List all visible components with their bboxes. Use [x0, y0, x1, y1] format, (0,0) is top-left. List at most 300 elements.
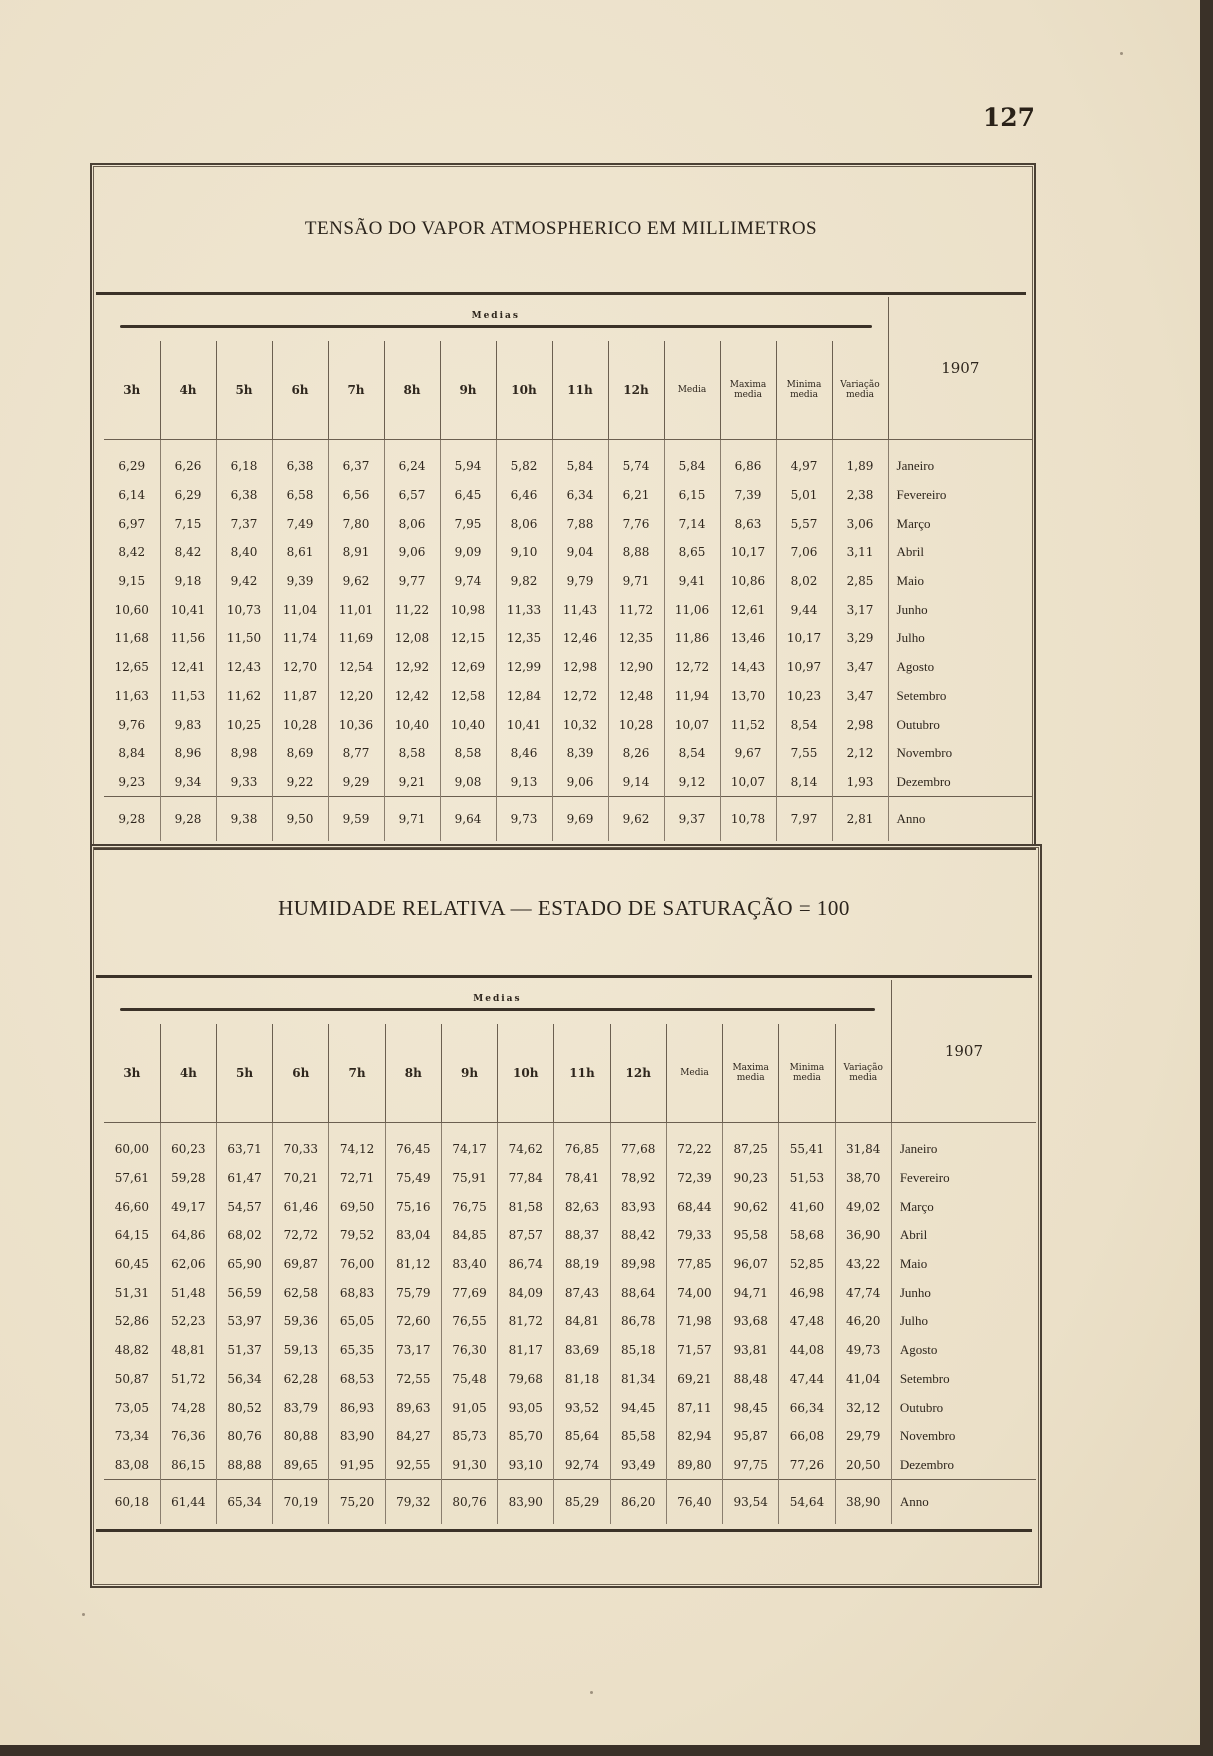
table-cell: 2,38	[832, 481, 888, 510]
table-cell: 8,96	[160, 739, 216, 768]
table-cell: 52,23	[160, 1307, 216, 1336]
medias-bracket-rule	[120, 325, 872, 328]
table-cell: 5,57	[776, 509, 832, 538]
table-cell: 9,64	[440, 797, 496, 842]
table-cell: 77,26	[779, 1451, 835, 1480]
table-cell: 10,40	[440, 710, 496, 739]
table-cell: 9,62	[328, 567, 384, 596]
column-header: 5h	[216, 1024, 272, 1123]
table-cell: 72,22	[666, 1123, 722, 1164]
table-cell: 10,41	[160, 595, 216, 624]
table-cell: 10,98	[440, 595, 496, 624]
month-label: Maio	[888, 567, 1032, 596]
table-cell: 10,40	[384, 710, 440, 739]
table-cell: 74,00	[666, 1278, 722, 1307]
month-label: Junho	[891, 1278, 1036, 1307]
column-header: 4h	[160, 341, 216, 440]
table-cell: 75,49	[385, 1164, 441, 1193]
table-cell: 92,55	[385, 1451, 441, 1480]
table-cell: 75,20	[329, 1480, 385, 1525]
table-row	[104, 1307, 1036, 1336]
table-cell: 74,12	[329, 1123, 385, 1164]
medias-header	[104, 297, 888, 341]
table-cell: 9,73	[496, 797, 552, 842]
table-cell: 10,41	[496, 710, 552, 739]
table-cell: 6,86	[720, 440, 776, 481]
table-cell: 12,41	[160, 653, 216, 682]
table-cell: 9,50	[272, 797, 328, 842]
vapor-table-title: TENSÃO DO VAPOR ATMOSPHERICO EM MILLIMETROS	[304, 218, 818, 239]
table-cell: 59,13	[273, 1336, 329, 1365]
table-cell: 9,37	[664, 797, 720, 842]
table-cell: 9,39	[272, 567, 328, 596]
table-cell: 9,18	[160, 567, 216, 596]
table-cell: 8,58	[384, 739, 440, 768]
table-cell: 94,71	[723, 1278, 779, 1307]
table-cell: 60,45	[114, 1257, 150, 1272]
table-cell: 93,81	[723, 1336, 779, 1365]
table-cell: 9,42	[216, 567, 272, 596]
table-cell: 12,43	[216, 653, 272, 682]
table-cell: 51,53	[779, 1164, 835, 1193]
column-header: 12h	[610, 1024, 666, 1123]
table-row	[104, 1451, 1036, 1480]
table-cell: 68,53	[329, 1365, 385, 1394]
table-cell: 6,21	[608, 481, 664, 510]
table-cell: 62,58	[273, 1278, 329, 1307]
table-cell: 6,37	[328, 440, 384, 481]
table-cell: 11,06	[664, 595, 720, 624]
table-cell: 9,15	[118, 574, 146, 589]
month-label: Março	[891, 1192, 1036, 1221]
table-cell: 83,79	[273, 1393, 329, 1422]
table-cell: 82,94	[666, 1422, 722, 1451]
table-cell: 9,28	[104, 797, 160, 842]
table-cell: 44,08	[779, 1336, 835, 1365]
table-cell: 8,98	[216, 739, 272, 768]
table-cell: 76,30	[441, 1336, 497, 1365]
table-cell: 80,76	[216, 1422, 272, 1451]
table-cell: 9,82	[496, 567, 552, 596]
table-cell: 88,42	[610, 1221, 666, 1250]
table-cell: 91,30	[441, 1451, 497, 1480]
medias-label: Medias	[473, 993, 522, 1004]
table-cell: 93,05	[498, 1393, 554, 1422]
table-cell: 83,90	[329, 1422, 385, 1451]
table-cell: 10,86	[720, 567, 776, 596]
table-cell: 8,61	[272, 538, 328, 567]
table-cell: 11,43	[552, 595, 608, 624]
table-cell: 75,79	[385, 1278, 441, 1307]
month-label: Novembro	[891, 1422, 1036, 1451]
table-cell: 6,97	[118, 516, 146, 531]
table-cell: 46,20	[835, 1307, 891, 1336]
page-number: 127	[982, 103, 1035, 132]
table-cell: 1,89	[832, 440, 888, 481]
table-cell: 2,85	[832, 567, 888, 596]
table-cell: 11,74	[272, 624, 328, 653]
table-cell: 7,15	[160, 509, 216, 538]
table-cell: 50,87	[114, 1371, 150, 1386]
table-cell: 6,38	[272, 440, 328, 481]
table-cell: 6,18	[216, 440, 272, 481]
table-cell: 6,38	[216, 481, 272, 510]
table-cell: 61,47	[216, 1164, 272, 1193]
table-cell: 12,08	[384, 624, 440, 653]
table-cell: 56,59	[216, 1278, 272, 1307]
table-cell: 75,16	[385, 1192, 441, 1221]
table-cell: 86,74	[498, 1250, 554, 1279]
table-cell: 3,06	[832, 509, 888, 538]
table-cell: 11,33	[496, 595, 552, 624]
table-cell: 85,64	[554, 1422, 610, 1451]
table-cell: 93,52	[554, 1393, 610, 1422]
rule	[96, 975, 1032, 978]
table-cell: 29,79	[835, 1422, 891, 1451]
table-cell: 52,85	[779, 1250, 835, 1279]
table-cell: 85,73	[441, 1422, 497, 1451]
rule	[96, 292, 1026, 295]
table-cell: 77,84	[498, 1164, 554, 1193]
table-row	[104, 1164, 1036, 1193]
table-cell: 8,14	[776, 768, 832, 797]
table-cell: 57,61	[114, 1171, 150, 1186]
table-cell: 6,14	[118, 488, 146, 503]
table-cell: 5,01	[776, 481, 832, 510]
table-cell: 81,72	[498, 1307, 554, 1336]
table-cell: 94,45	[610, 1393, 666, 1422]
month-label: Março	[888, 509, 1032, 538]
table-cell: 11,50	[216, 624, 272, 653]
table-cell: 8,88	[608, 538, 664, 567]
table-cell: 87,25	[723, 1123, 779, 1164]
table-cell: 60,18	[104, 1480, 160, 1525]
table-cell: 51,31	[114, 1285, 150, 1300]
table-cell: 84,85	[441, 1221, 497, 1250]
column-header: 9h	[440, 341, 496, 440]
table-cell: 51,72	[160, 1365, 216, 1394]
table-cell: 69,50	[329, 1192, 385, 1221]
table-cell: 54,64	[779, 1480, 835, 1525]
table-cell: 87,11	[666, 1393, 722, 1422]
column-header: 3h	[104, 341, 160, 440]
table-cell: 7,97	[776, 797, 832, 842]
table-cell: 9,12	[664, 768, 720, 797]
table-cell: 9,08	[440, 768, 496, 797]
table-cell: 90,23	[723, 1164, 779, 1193]
table-cell: 88,19	[554, 1250, 610, 1279]
table-cell: 8,40	[216, 538, 272, 567]
table-cell: 8,39	[552, 739, 608, 768]
table-cell: 79,32	[385, 1480, 441, 1525]
table-cell: 81,17	[498, 1336, 554, 1365]
table-cell: 58,68	[779, 1221, 835, 1250]
table-row	[104, 1123, 1036, 1164]
table-cell: 10,07	[664, 710, 720, 739]
table-cell: 9,13	[496, 768, 552, 797]
table-row	[104, 653, 1032, 682]
year-header: 1907	[888, 297, 1032, 440]
table-cell: 11,52	[720, 710, 776, 739]
table-cell: 12,20	[328, 682, 384, 711]
month-label: Dezembro	[891, 1451, 1036, 1480]
table-cell: 84,81	[554, 1307, 610, 1336]
table-cell: 9,83	[160, 710, 216, 739]
table-cell: 80,88	[273, 1422, 329, 1451]
table-cell: 88,37	[554, 1221, 610, 1250]
table-cell: 77,85	[666, 1250, 722, 1279]
table-cell: 11,63	[114, 688, 149, 703]
table-cell: 9,71	[608, 567, 664, 596]
table-cell: 64,86	[160, 1221, 216, 1250]
table-cell: 6,26	[160, 440, 216, 481]
table-cell: 10,17	[776, 624, 832, 653]
table-cell: 12,42	[384, 682, 440, 711]
table-cell: 84,27	[385, 1422, 441, 1451]
table-cell: 41,04	[835, 1365, 891, 1394]
table-cell: 85,18	[610, 1336, 666, 1365]
table-cell: 78,41	[554, 1164, 610, 1193]
column-header: Minima media	[776, 341, 832, 440]
table-cell: 47,48	[779, 1307, 835, 1336]
rule	[96, 1529, 1032, 1532]
table-cell: 10,28	[272, 710, 328, 739]
table-cell: 47,74	[835, 1278, 891, 1307]
table-cell: 77,68	[610, 1123, 666, 1164]
table-cell: 85,29	[554, 1480, 610, 1525]
table-cell: 8,42	[118, 545, 146, 560]
table-cell: 96,07	[723, 1250, 779, 1279]
column-header: 4h	[160, 1024, 216, 1123]
table-cell: 9,23	[118, 774, 146, 789]
table-cell: 9,06	[384, 538, 440, 567]
column-header: 5h	[216, 341, 272, 440]
table-cell: 83,08	[114, 1457, 150, 1472]
table-cell: 3,29	[832, 624, 888, 653]
table-cell: 74,62	[498, 1123, 554, 1164]
table-cell: 8,54	[776, 710, 832, 739]
table-row	[104, 682, 1032, 711]
table-cell: 76,45	[385, 1123, 441, 1164]
table-cell: 54,57	[216, 1192, 272, 1221]
table-cell: 75,48	[441, 1365, 497, 1394]
table-cell: 12,65	[114, 660, 149, 675]
table-row	[104, 440, 1032, 481]
table-row	[104, 481, 1032, 510]
table-cell: 87,57	[498, 1221, 554, 1250]
table-cell: 9,06	[552, 768, 608, 797]
column-header: Variação media	[835, 1024, 891, 1123]
table-cell: 12,35	[608, 624, 664, 653]
table-cell: 41,60	[779, 1192, 835, 1221]
table-cell: 70,21	[273, 1164, 329, 1193]
table-cell: 59,28	[160, 1164, 216, 1193]
table-cell: 10,36	[328, 710, 384, 739]
table-cell: 6,46	[496, 481, 552, 510]
month-label: Dezembro	[888, 768, 1032, 797]
table-cell: 7,06	[776, 538, 832, 567]
table-cell: 38,70	[835, 1164, 891, 1193]
table-row	[104, 1393, 1036, 1422]
table-cell: 84,09	[498, 1278, 554, 1307]
table-cell: 66,34	[779, 1393, 835, 1422]
table-cell: 11,68	[114, 631, 149, 646]
table-cell: 72,71	[329, 1164, 385, 1193]
month-label: Outubro	[891, 1393, 1036, 1422]
table-cell: 76,36	[160, 1422, 216, 1451]
table-cell: 74,17	[441, 1123, 497, 1164]
table-cell: 49,02	[835, 1192, 891, 1221]
table-row	[104, 1365, 1036, 1394]
table-cell: 8,65	[664, 538, 720, 567]
table-cell: 3,11	[832, 538, 888, 567]
table-cell: 11,69	[328, 624, 384, 653]
table-cell: 85,70	[498, 1422, 554, 1451]
table-cell: 77,69	[441, 1278, 497, 1307]
month-label: Fevereiro	[891, 1164, 1036, 1193]
table-cell: 12,92	[384, 653, 440, 682]
table-row	[104, 1278, 1036, 1307]
table-cell: 11,87	[272, 682, 328, 711]
table-cell: 11,01	[328, 595, 384, 624]
table-cell: 9,79	[552, 567, 608, 596]
table-cell: 38,90	[835, 1480, 891, 1525]
table-cell: 5,94	[440, 440, 496, 481]
table-cell: 88,64	[610, 1278, 666, 1307]
column-header: 10h	[496, 341, 552, 440]
table-cell: 4,97	[776, 440, 832, 481]
table-cell: 9,44	[776, 595, 832, 624]
table-cell: 79,52	[329, 1221, 385, 1250]
table-cell: 10,78	[720, 797, 776, 842]
annual-label: Anno	[891, 1480, 1036, 1525]
table-cell: 69,87	[273, 1250, 329, 1279]
table-cell: 11,04	[272, 595, 328, 624]
table-row	[104, 595, 1032, 624]
table-cell: 68,02	[216, 1221, 272, 1250]
table-cell: 6,15	[664, 481, 720, 510]
paper-speck	[590, 1691, 593, 1694]
month-label: Julho	[891, 1307, 1036, 1336]
table-cell: 88,48	[723, 1365, 779, 1394]
relative-humidity-table	[104, 980, 1036, 1524]
table-cell: 32,12	[835, 1393, 891, 1422]
table-cell: 6,29	[118, 459, 146, 474]
table-row	[104, 1192, 1036, 1221]
table-cell: 65,05	[329, 1307, 385, 1336]
table-cell: 46,98	[779, 1278, 835, 1307]
table-cell: 8,58	[440, 739, 496, 768]
table-cell: 8,42	[160, 538, 216, 567]
table-cell: 9,04	[552, 538, 608, 567]
table-cell: 9,29	[328, 768, 384, 797]
table-cell: 7,76	[608, 509, 664, 538]
table-cell: 89,80	[666, 1451, 722, 1480]
table-cell: 8,06	[384, 509, 440, 538]
column-header: 11h	[552, 341, 608, 440]
year-header: 1907	[891, 980, 1036, 1123]
table-cell: 60,23	[160, 1123, 216, 1164]
table-cell: 9,09	[440, 538, 496, 567]
table-cell: 51,37	[216, 1336, 272, 1365]
table-cell: 7,39	[720, 481, 776, 510]
table-cell: 6,45	[440, 481, 496, 510]
table-cell: 86,15	[160, 1451, 216, 1480]
table-cell: 80,76	[441, 1480, 497, 1525]
table-cell: 12,61	[720, 595, 776, 624]
table-row	[104, 567, 1032, 596]
table-cell: 87,43	[554, 1278, 610, 1307]
table-cell: 46,60	[114, 1199, 150, 1214]
table-cell: 12,70	[272, 653, 328, 682]
month-label: Fevereiro	[888, 481, 1032, 510]
table-cell: 89,65	[273, 1451, 329, 1480]
column-header: Media	[664, 341, 720, 440]
table-cell: 3,17	[832, 595, 888, 624]
table-cell: 3,47	[832, 682, 888, 711]
table-row	[104, 739, 1032, 768]
table-cell: 12,35	[496, 624, 552, 653]
table-cell: 6,29	[160, 481, 216, 510]
table-cell: 91,95	[329, 1451, 385, 1480]
month-label: Junho	[888, 595, 1032, 624]
month-label: Agosto	[888, 653, 1032, 682]
humidity-table-title: HUMIDADE RELATIVA — ESTADO DE SATURAÇÃO = 100	[278, 896, 850, 920]
table-cell: 78,92	[610, 1164, 666, 1193]
table-cell: 11,86	[664, 624, 720, 653]
table-cell: 9,71	[384, 797, 440, 842]
table-cell: 9,67	[720, 739, 776, 768]
table-cell: 8,26	[608, 739, 664, 768]
table-cell: 47,44	[779, 1365, 835, 1394]
table-cell: 93,49	[610, 1451, 666, 1480]
table-cell: 80,52	[216, 1393, 272, 1422]
vapor-tension-table	[104, 297, 1032, 841]
table-cell: 61,46	[273, 1192, 329, 1221]
table-cell: 79,68	[498, 1365, 554, 1394]
medias-header	[104, 980, 891, 1024]
table-cell: 11,22	[384, 595, 440, 624]
table-cell: 31,84	[835, 1123, 891, 1164]
table-cell: 62,06	[160, 1250, 216, 1279]
table-cell: 6,56	[328, 481, 384, 510]
table-cell: 88,88	[216, 1451, 272, 1480]
table-cell: 83,04	[385, 1221, 441, 1250]
table-cell: 7,49	[272, 509, 328, 538]
table-cell: 76,00	[329, 1250, 385, 1279]
table-cell: 9,38	[216, 797, 272, 842]
table-cell: 1,93	[832, 768, 888, 797]
table-cell: 3,47	[832, 653, 888, 682]
table-cell: 95,87	[723, 1422, 779, 1451]
table-cell: 71,57	[666, 1336, 722, 1365]
table-cell: 93,54	[723, 1480, 779, 1525]
table-cell: 9,77	[384, 567, 440, 596]
table-cell: 48,81	[160, 1336, 216, 1365]
paper-speck	[1120, 52, 1123, 55]
column-header: 12h	[608, 341, 664, 440]
column-header: 6h	[272, 341, 328, 440]
table-cell: 71,98	[666, 1307, 722, 1336]
table-row	[104, 509, 1032, 538]
table-cell: 68,83	[329, 1278, 385, 1307]
table-cell: 5,84	[664, 440, 720, 481]
table-cell: 11,62	[216, 682, 272, 711]
table-cell: 53,97	[216, 1307, 272, 1336]
table-cell: 89,98	[610, 1250, 666, 1279]
table-cell: 72,39	[666, 1164, 722, 1193]
table-cell: 5,84	[552, 440, 608, 481]
